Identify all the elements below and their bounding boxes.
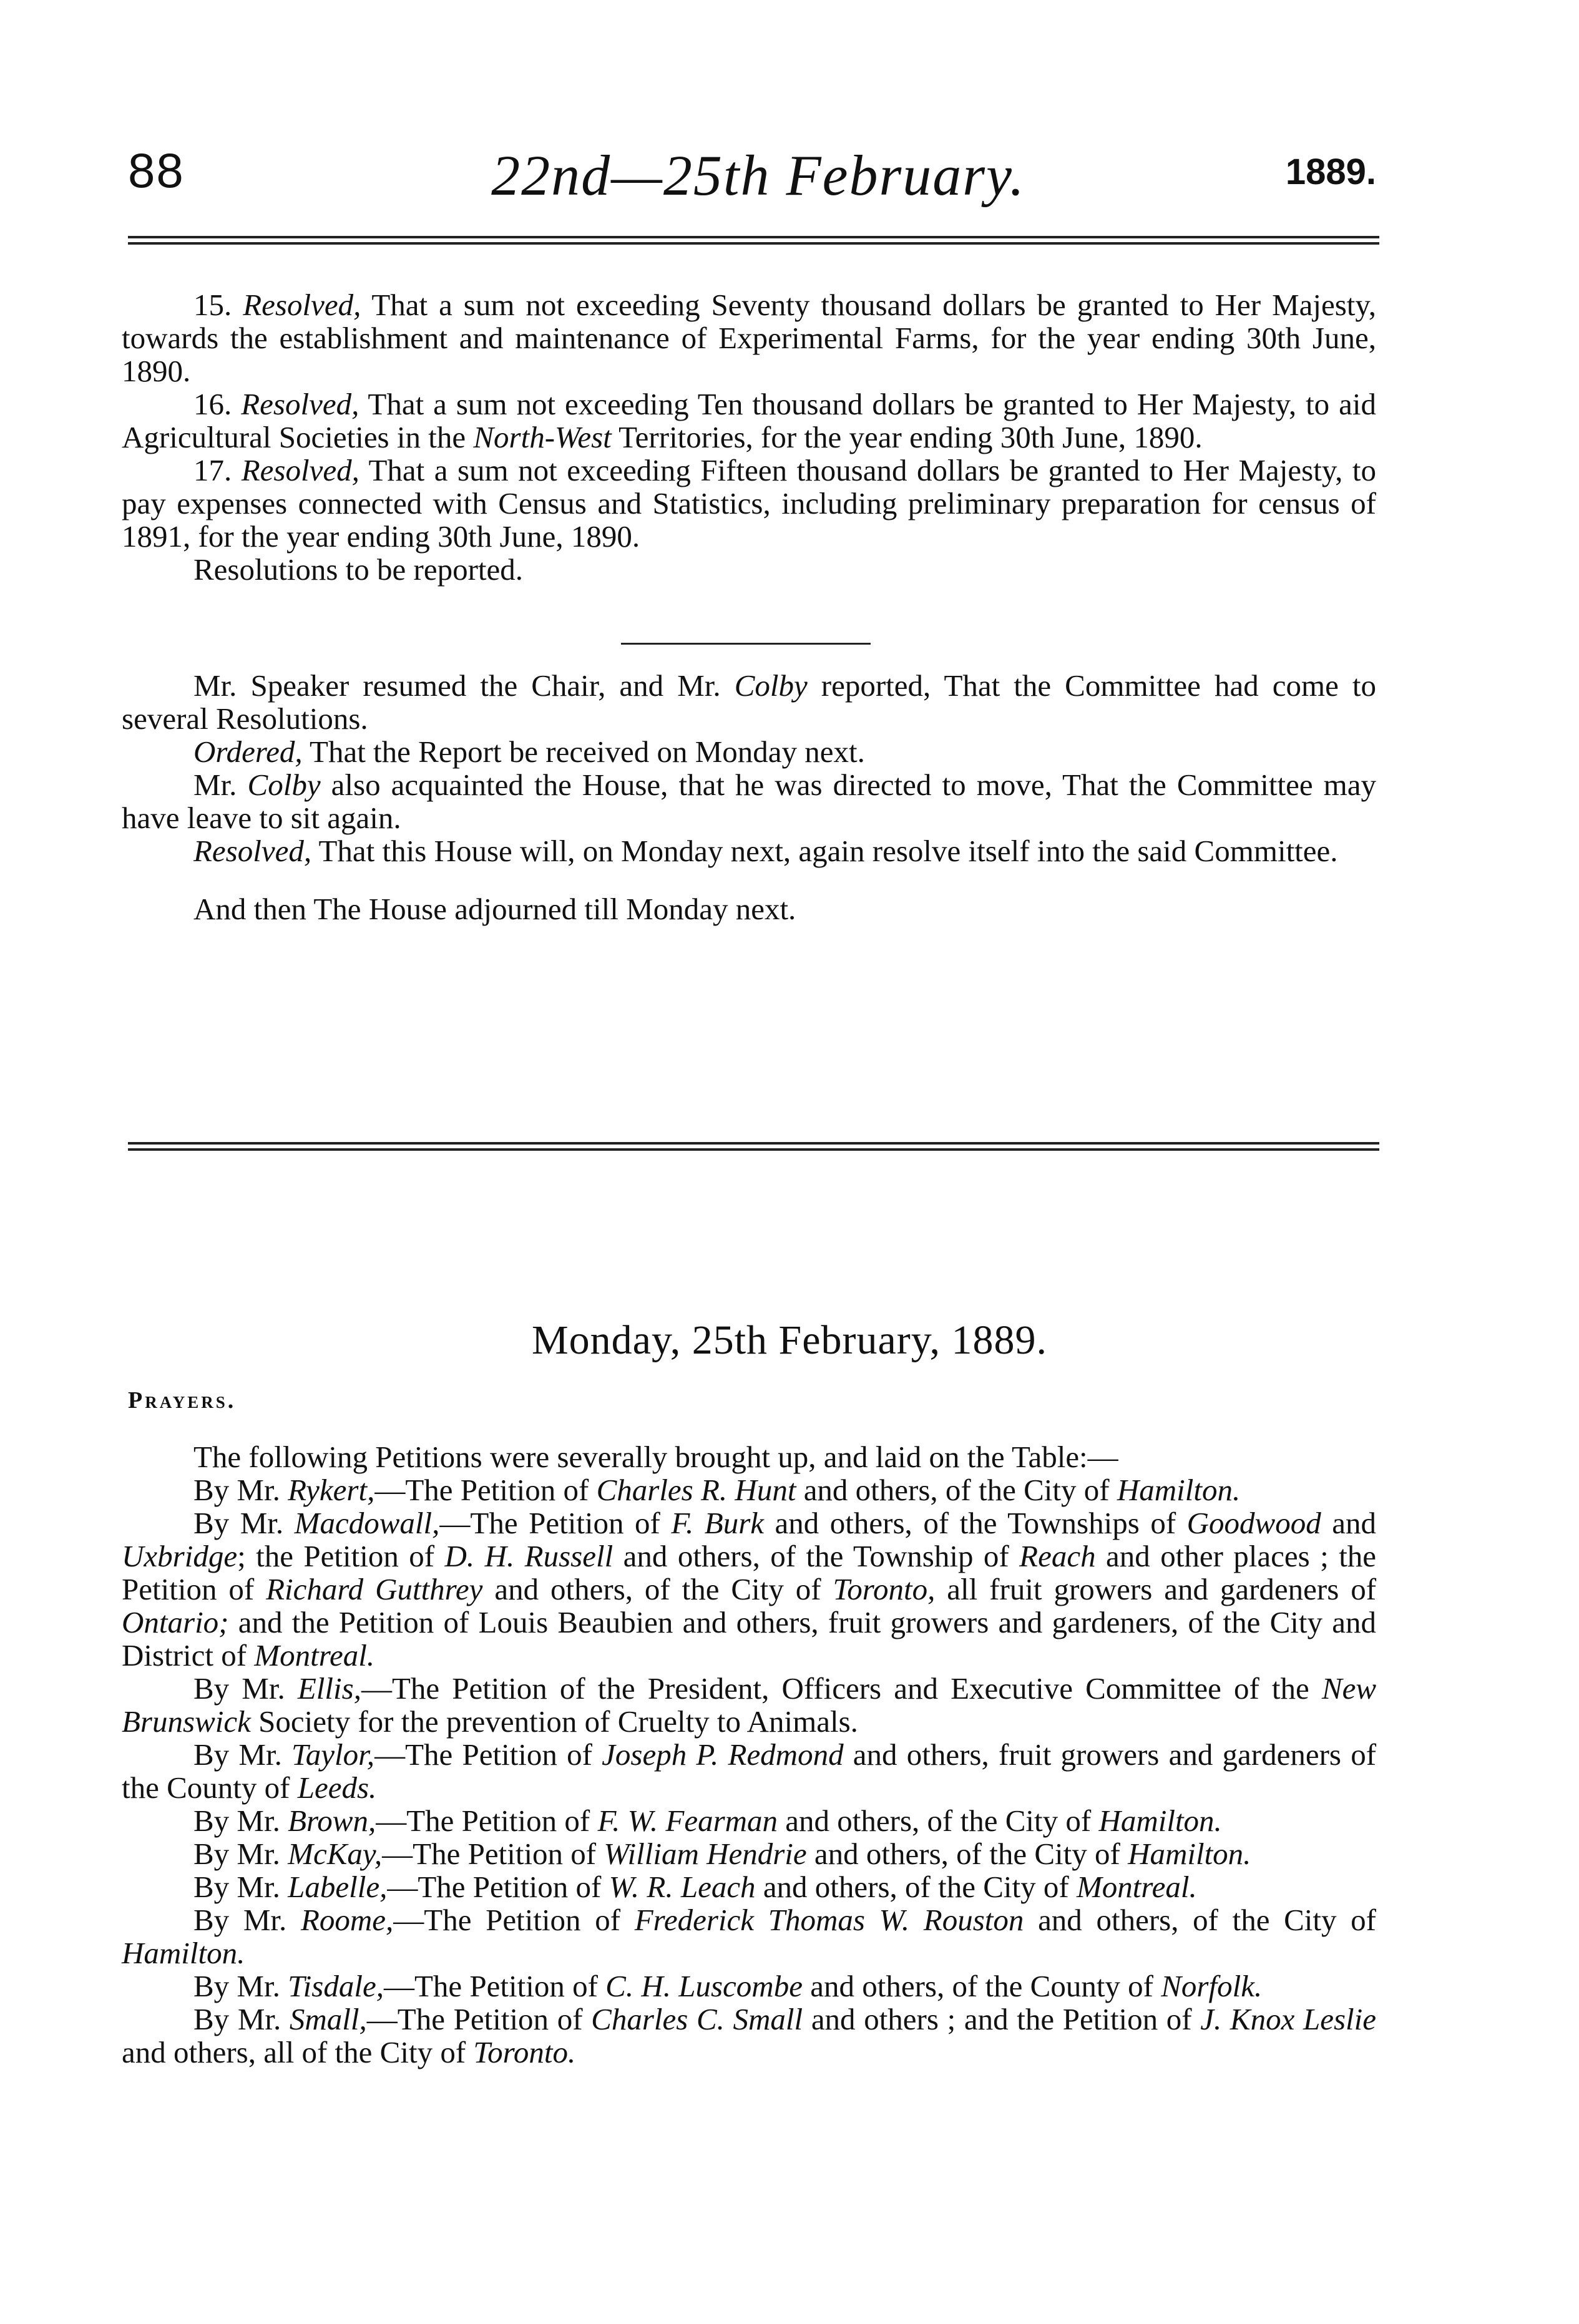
resolutions-block [122, 288, 1376, 586]
petition-macdowall: By Mr. Macdowall,—The Petition of F. Burk and others, of the Townships of Goodwood and Uxbridge; the Petition of D. H. Russell and others, of the Township of Reach and other places ; the Petition of Richard Gutthrey and others, of the City of Toronto, all fruit growers and gardeners of Ontario; and the Petition of Louis Beaubien and others, fruit growers and gardeners, of the City and District of Montreal. [122, 1506, 1377, 1672]
house-adjourned: And then The House adjourned till Monday next. [193, 892, 796, 926]
petition-labelle: By Mr. Labelle,—The Petition of W. R. Leach and others, of the City of Montreal. [193, 1870, 1197, 1904]
resolution-16: 16. Resolved, That a sum not exceeding Ten thousand dollars be granted to Her Majesty, to aid Agricultural Societies in the North-West Territories, for the year ending 30th June, 1890. [122, 387, 1376, 454]
petition-small: By Mr. Small,—The Petition of Charles C. Small and others ; and the Petition of J. Knox Leslie and others, all of the City of Toronto. [122, 2002, 1377, 2069]
petition-mckay: By Mr. McKay,—The Petition of William Hendrie and others, of the City of Hamilton. [193, 1837, 1251, 1871]
running-title: 22nd—25th February. [491, 144, 1025, 207]
colby-acquainted: Mr. Colby also acquainted the House, that he was directed to move, That the Committee may have leave to sit again. [122, 768, 1377, 835]
resolved-committee: Resolved, That this House will, on Monday next, again resolve itself into the said Committee. [193, 834, 1338, 868]
section-short-rule [621, 643, 871, 645]
section-double-rule [128, 1142, 1379, 1151]
ordered-report: Ordered, That the Report be received on Monday next. [193, 735, 865, 769]
header-year: 1889. [1285, 152, 1376, 192]
resolution-15: 15. Resolved, That a sum not exceeding Seventy thousand dollars be granted to Her Majesty, towards the establishment and maintenance of Experimental Farms, for the year ending 30th June, 1890. [122, 288, 1376, 388]
header-double-rule [128, 236, 1379, 245]
prayers-marginal-note: Prayers. [128, 1387, 237, 1413]
petitions-intro: The following Petitions were severally brought up, and laid on the Table:— [193, 1440, 1118, 1474]
petition-roome: By Mr. Roome,—The Petition of Frederick Thomas W. Rouston and others, of the City of Hamilton. [122, 1903, 1376, 1970]
sitting-date: Monday, 25th February, 1889. [532, 1317, 1047, 1363]
page-header [128, 142, 1389, 211]
petition-brown: By Mr. Brown,—The Petition of F. W. Fearman and others, of the City of Hamilton. [193, 1804, 1222, 1838]
resolutions-note: Resolutions to be reported. [193, 552, 524, 587]
petition-rykert: By Mr. Rykert,—The Petition of Charles R. Hunt and others, of the City of Hamilton. [193, 1473, 1241, 1507]
page-number: 88 [128, 143, 185, 198]
committee-report-block [122, 669, 1376, 925]
petitions-block [122, 1440, 1376, 2069]
resolution-17: 17. Resolved, That a sum not exceeding Fifteen thousand dollars be granted to Her Majesty, to pay expenses connected with Census and Statistics, including preliminary preparation for census of 1891, for the year ending 30th June, 1890. [122, 453, 1377, 554]
speaker-resumed: Mr. Speaker resumed the Chair, and Mr. Colby reported, That the Committee had come to several Resolutions. [122, 668, 1376, 736]
petition-taylor: By Mr. Taylor,—The Petition of Joseph P. Redmond and others, fruit growers and gardeners of the County of Leeds. [122, 1737, 1377, 1805]
petition-tisdale: By Mr. Tisdale,—The Petition of C. H. Luscombe and others, of the County of Norfolk. [193, 1969, 1263, 2003]
petition-ellis: By Mr. Ellis,—The Petition of the President, Officers and Executive Committee of the New Brunswick Society for the prevention of Cruelty to Animals. [122, 1671, 1377, 1739]
